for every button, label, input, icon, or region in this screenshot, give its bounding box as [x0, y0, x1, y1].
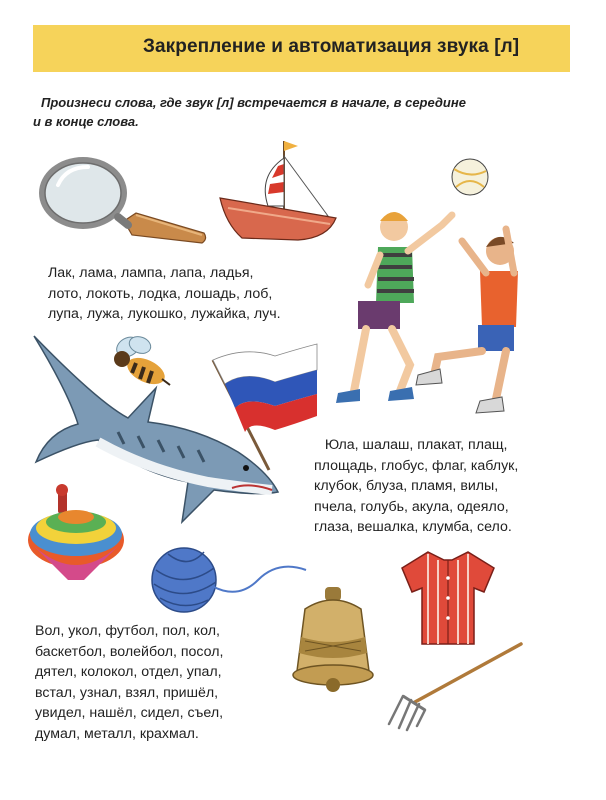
instruction-line: Произнеси слова, где звук [л] встречается в начале, в середине — [41, 95, 466, 110]
word-line: дятел, колокол, отдел, упал, — [35, 664, 222, 681]
pitchfork-illustration — [385, 640, 525, 730]
page-title: Закрепление и автоматизация звука [л] — [143, 36, 520, 57]
word-group-2 — [314, 435, 518, 538]
word-group-3 — [35, 621, 223, 745]
volleyball-players-illustration — [330, 155, 520, 420]
magnifying-glass-illustration — [36, 155, 211, 250]
word-group-1 — [48, 263, 281, 325]
word-line: лото, локоть, лодка, лошадь, лоб, — [48, 285, 273, 302]
word-line: пчела, голубь, акула, одеяло, — [314, 498, 509, 515]
instruction-text — [33, 93, 553, 131]
word-line: увидел, нашёл, сидел, съел, — [35, 705, 224, 722]
word-line: площадь, глобус, флаг, каблук, — [314, 457, 519, 474]
bell-illustration — [283, 585, 383, 705]
word-line: Юла, шалаш, плакат, плащ, — [324, 437, 508, 453]
word-line: баскетбол, волейбол, посол, — [35, 643, 224, 660]
word-line: Лак, лама, лампа, лапа, ладья, — [48, 265, 254, 281]
word-line: Вол, укол, футбол, пол, кол, — [35, 623, 220, 639]
instruction-line: и в конце слова. — [33, 114, 139, 129]
sailboat-illustration — [218, 136, 348, 246]
word-line: лупа, лужа, лукошко, лужайка, луч. — [48, 306, 281, 323]
spinning-top-illustration — [24, 484, 134, 594]
word-line: встал, узнал, взял, пришёл, — [35, 684, 219, 701]
shirt-illustration — [398, 548, 498, 648]
word-line: глаза, вешалка, клумба, село. — [314, 519, 512, 536]
word-line: думал, металл, крахмал. — [35, 725, 199, 742]
word-line: клубок, блуза, пламя, вилы, — [314, 478, 499, 495]
